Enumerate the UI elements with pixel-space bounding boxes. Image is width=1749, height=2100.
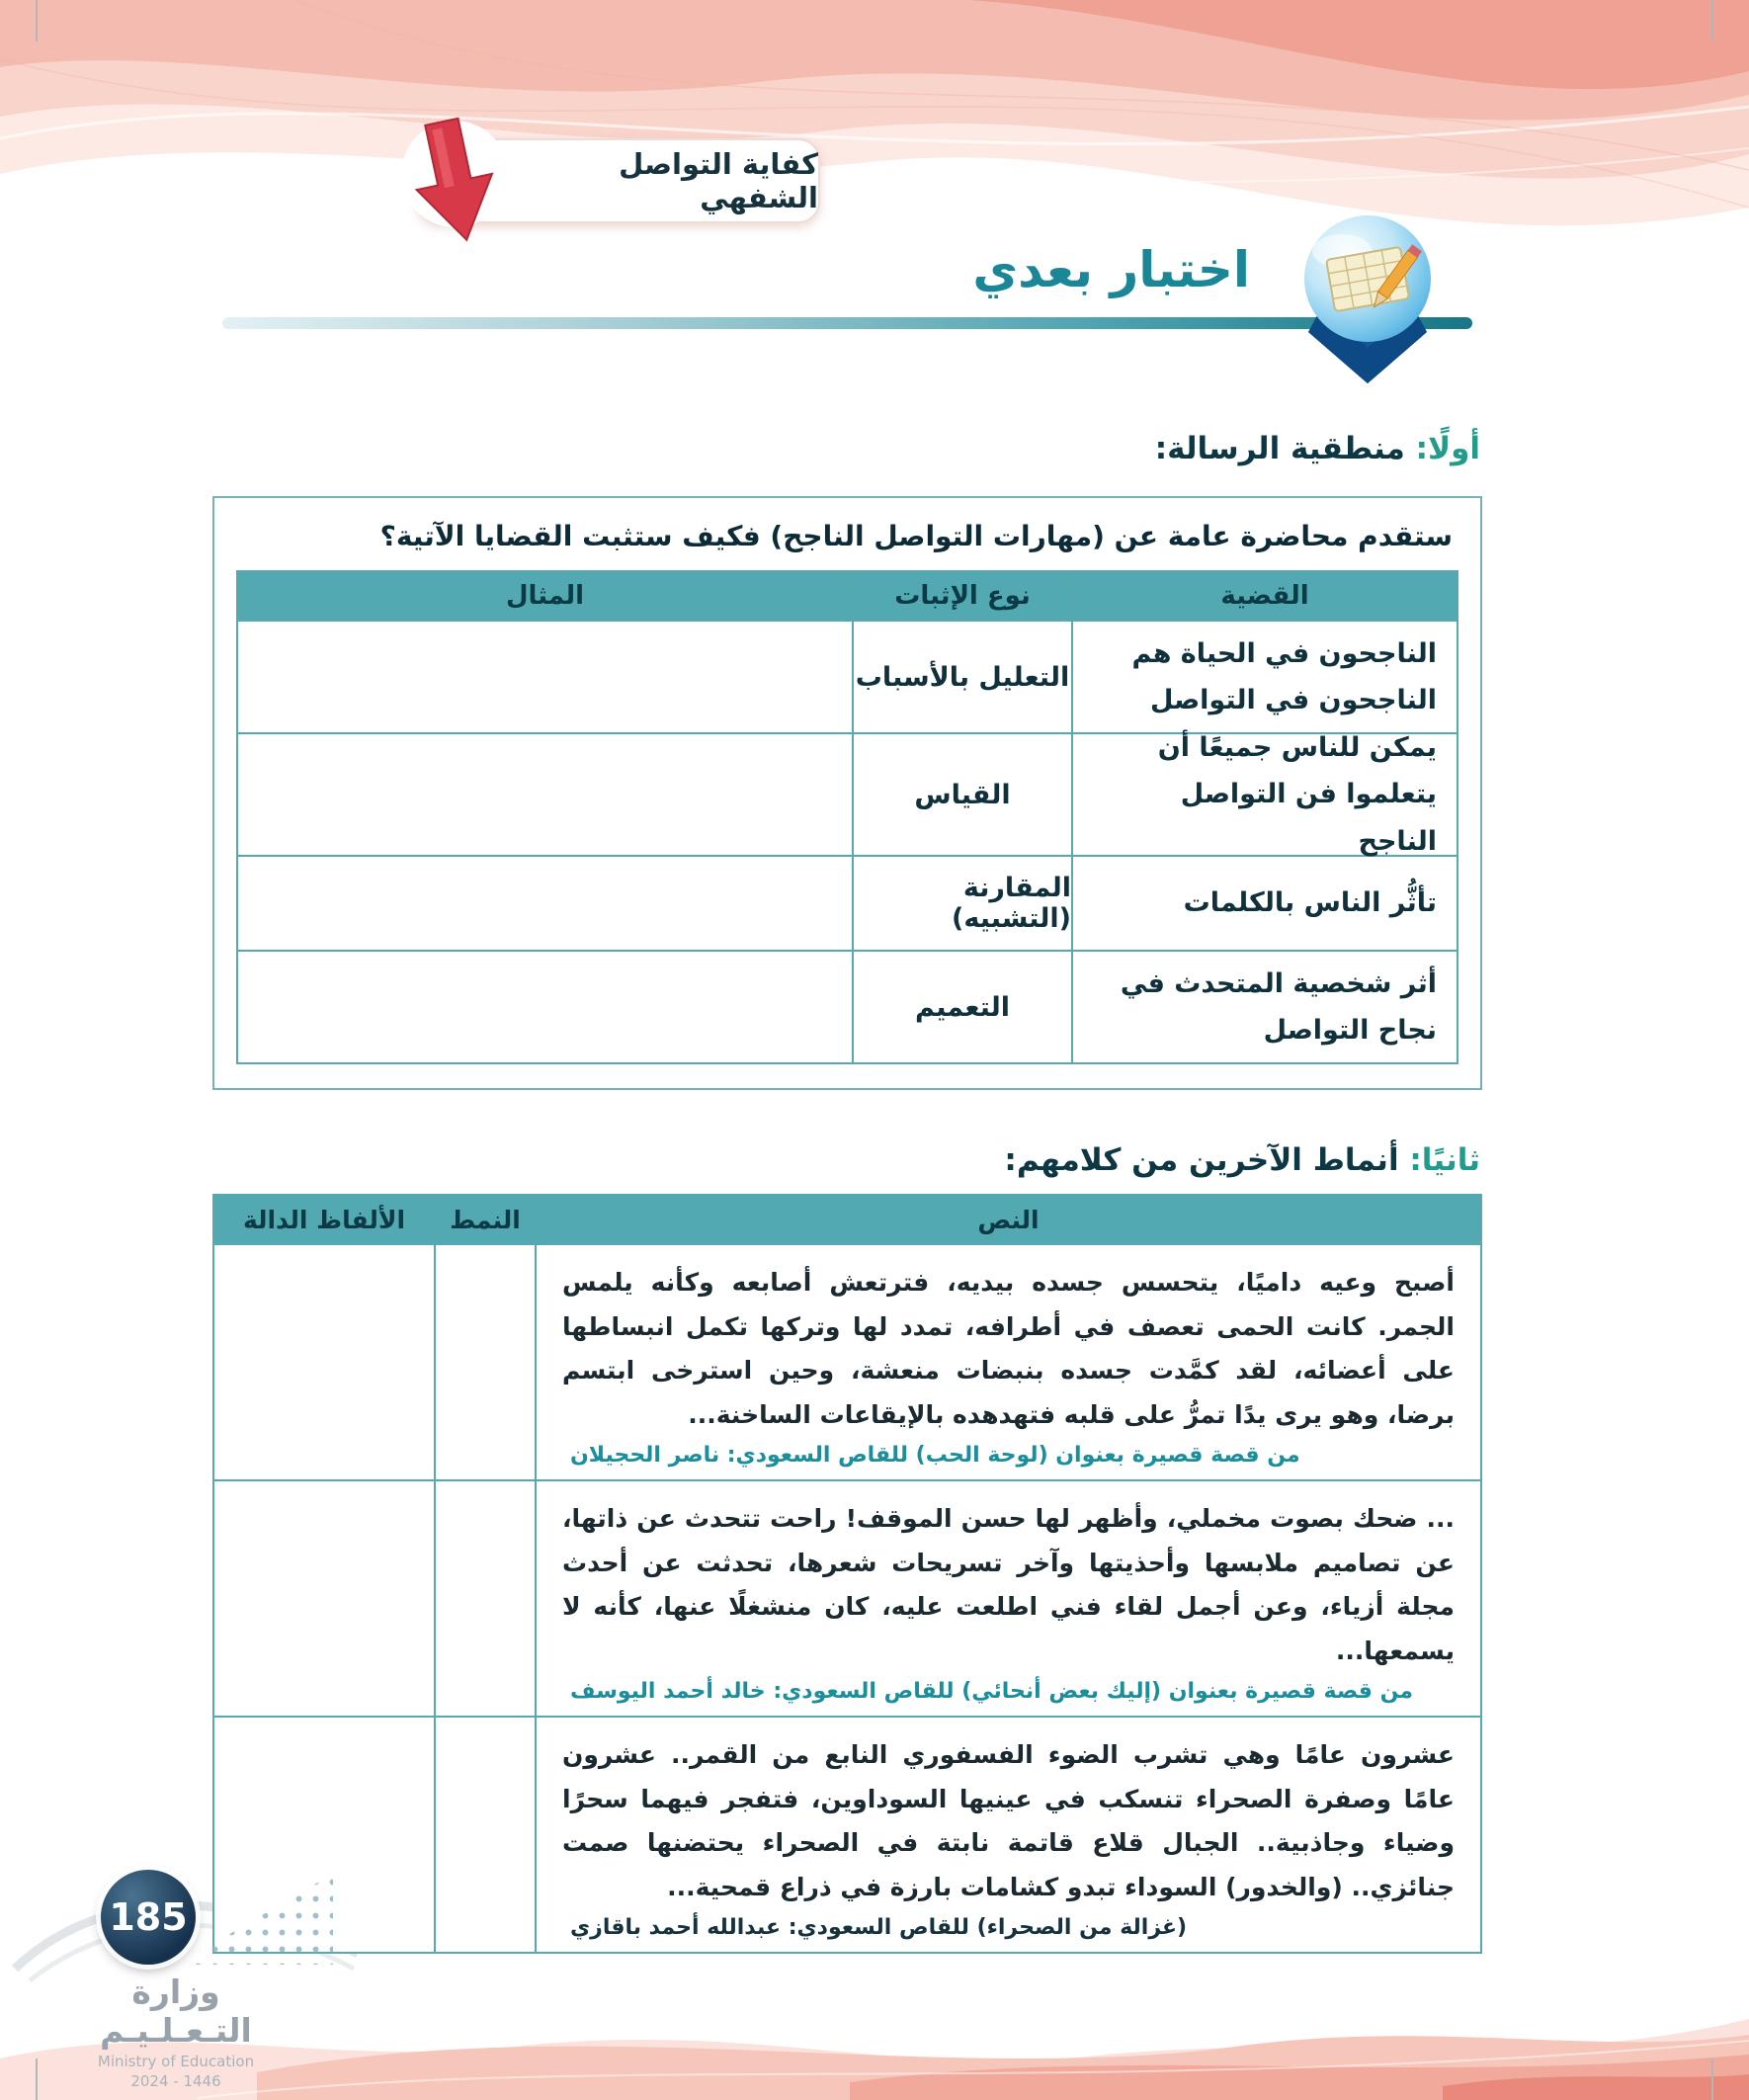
pattern-cell-empty — [436, 1481, 535, 1716]
page-number-badge — [101, 1870, 196, 1965]
text-cell — [537, 1718, 1480, 1952]
speech-patterns-table — [212, 1194, 1482, 1954]
top-wave-decoration — [0, 0, 1749, 326]
passage-source: من قصة قصيرة بعنوان (إليك بعض أنحائي) للقاص السعودي: خالد أحمد اليوسف — [570, 1679, 1414, 1704]
ministry-name-english: Ministry of Education — [97, 2053, 255, 2070]
ministry-name-arabic: وزارة التـعـلـيـم — [100, 1973, 252, 2050]
example-cell-empty — [238, 622, 852, 732]
crop-mark-bottom-right — [1711, 2058, 1713, 2100]
proof-type-cell: التعليل بالأسباب — [854, 622, 1071, 732]
text-cell — [537, 1245, 1480, 1479]
proof-type-cell: القياس — [854, 734, 1071, 855]
crop-mark-top-left — [36, 0, 38, 42]
ministry-years: 2024 - 1446 — [130, 2072, 221, 2090]
post-test-icon — [1273, 211, 1462, 391]
issue-cell: يمكن للناس جميعًا أن يتعلموا فن التواصل الناجح — [1073, 734, 1457, 855]
page-number: 185 — [109, 1895, 188, 1939]
column-header-pattern: النمط — [436, 1196, 535, 1243]
red-arrow-icon — [399, 111, 510, 255]
passage-text: ... ضحك بصوت مخملي، وأظهر لها حسن الموقف! راحت تتحدث عن ذاتها، عن تصاميم ملابسها وأحذيتها وآخر تسريحات شعرها، تحدثت عن أحدث مجلة أزياء، وعن أجمل لقاء فني اطلعت عليه، كان منشغلًا عنها، كأنه لا يسمعها... — [562, 1504, 1455, 1665]
proof-type-cell: التعميم — [854, 952, 1071, 1062]
proof-type-cell: المقارنة (التشبيه) — [854, 857, 1071, 950]
issue-cell: أثر شخصية المتحدث في نجاح التواصل — [1073, 952, 1457, 1062]
crop-mark-bottom-left — [36, 2058, 38, 2100]
column-header-proof-type: نوع الإثبات — [854, 572, 1071, 620]
column-header-example: المثال — [238, 572, 852, 620]
competency-badge — [417, 138, 820, 223]
crop-mark-top-right — [1711, 0, 1713, 42]
first-label: أولًا: — [1415, 431, 1480, 466]
example-cell-empty — [238, 952, 852, 1062]
column-header-issue: القضية — [1073, 572, 1457, 620]
text-cell — [537, 1481, 1480, 1716]
second-label: ثانيًا: — [1409, 1142, 1480, 1178]
pattern-cell-empty — [436, 1245, 535, 1479]
passage-source: من قصة قصيرة بعنوان (لوحة الحب) للقاص السعودي: ناصر الحجيلان — [570, 1443, 1300, 1468]
keywords-cell-empty — [214, 1245, 434, 1479]
issue-cell: الناجحون في الحياة هم الناجحون في التواصل — [1073, 622, 1457, 732]
section-first-heading: أولًا: منطقية الرسالة: — [1154, 431, 1480, 466]
ministry-logo — [77, 1973, 275, 2090]
passage-text: عشرون عامًا وهي تشرب الضوء الفسفوري النابع من القمر.. عشرون عامًا وصفرة الصحراء تنسكب في عينيها السوداوين، فتفجر فيهما سحرًا وضياء وجاذبية.. الجبال قلاع قاتمة نابتة في الصحراء يحتضنها صمت جنائزي.. (والخدور) السوداء تبدو كشامات بارزة في ذراع قمحية... — [562, 1740, 1455, 1901]
example-cell-empty — [238, 734, 852, 855]
page-title: اختبار بعدي — [972, 241, 1250, 298]
section-second-heading: ثانيًا: أنماط الآخرين من كلامهم: — [1004, 1142, 1480, 1178]
passage-text: أصبح وعيه داميًا، يتحسس جسده بيديه، فترتعش أصابعه وكأنه يلمس الجمر. كانت الحمى تعصف في أطرافه، تمدد لها وتركها تكمل انبساطها على أعضائه، لقد كمَّدت جسده بنبضات منعشة، وحين استرخى ابتسم برضا، وهو يرى يدًا تمرُّ على قلبه فتهدهده بالإيقاعات الساخنة... — [562, 1268, 1455, 1429]
table1-question: ستقدم محاضرة عامة عن (مهارات التواصل الناجح) فكيف ستثبت القضايا الآتية؟ — [379, 520, 1453, 552]
table1-grid — [236, 570, 1458, 1064]
example-cell-empty — [238, 857, 852, 950]
column-header-text: النص — [537, 1196, 1480, 1243]
pattern-cell-empty — [436, 1718, 535, 1952]
message-logic-table — [212, 496, 1482, 1090]
keywords-cell-empty — [214, 1481, 434, 1716]
competency-badge-label: كفاية التواصل الشفهي — [619, 147, 818, 214]
issue-cell: تأثُّر الناس بالكلمات — [1073, 857, 1457, 950]
passage-source: (غزالة من الصحراء) للقاص السعودي: عبدالله أحمد باقازي — [570, 1915, 1188, 1940]
column-header-keywords: الألفاظ الدالة — [214, 1196, 434, 1243]
